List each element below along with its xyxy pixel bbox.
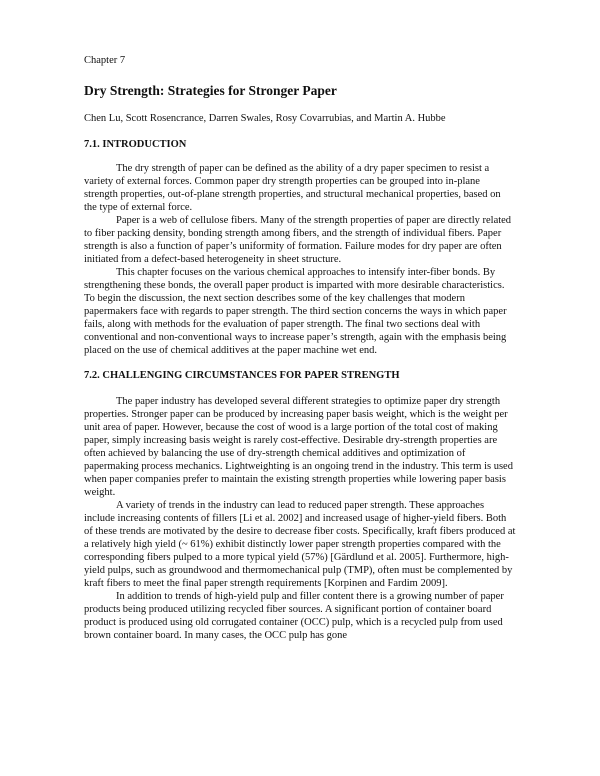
chapter-title: Dry Strength: Strategies for Stronger Paper [84,83,337,98]
section-heading-introduction: 7.1. INTRODUCTION [84,139,187,150]
body-paragraph: This chapter focuses on the various chemical approaches to intensify inter-fiber bonds. By strengthening these bonds, the overall paper product is imparted with more desirable characteristics. To begin the discussion, the next section describes some of the key challenges that modern papermakers face with regards to paper strength. The third section concerns the ways in which paper fails, along with methods for the evaluation of paper strength. The final two sections deal with conventional and non-conventional ways to increase paper’s strength, again with the emphasis being placed on the use of chemical additives at the paper machine wet end. [84,267,507,356]
body-paragraph: Paper is a web of cellulose fibers. Many of the strength properties of paper are directly related to fiber packing density, bonding strength among fibers, and the strength of individual fibers. Paper strength is also a function of paper’s uniformity of formation. Failure modes for dry paper are often initiated from a defect-based heterogeneity in sheet structure. [84,215,512,265]
chapter-label: Chapter 7 [84,55,126,66]
document-page [84,54,516,642]
body-paragraph: The paper industry has developed several different strategies to optimize paper dry strength properties. Stronger paper can be produced by increasing paper basis weight, which is the weight per unit area of paper. However, because the cost of wood is a large portion of the total cost of making paper, simply increasing basis weight is rarely cost-effective. Desirable dry-strength properties are often achieved by balancing the use of dry-strength chemical additives and optimization of papermaking process mechanics. Lightweighting is an ongoing trend in the industry. This term is used when paper companies prefer to maintain the existing strength properties while lowering paper basis weight. [84,396,513,498]
section-heading-challenging-circumstances: 7.2. CHALLENGING CIRCUMSTANCES FOR PAPER STRENGTH [84,370,400,381]
body-paragraph: The dry strength of paper can be defined as the ability of a dry paper specimen to resist a variety of external forces. Common paper dry strength properties can be grouped into in-plane strength properties, out-of-plane strength properties, and structural mechanical properties, based on the type of external force. [84,163,501,213]
body-paragraph: In addition to trends of high-yield pulp and filler content there is a growing number of paper products being produced utilizing recycled fiber sources. A significant portion of container board product is produced using old corrugated container (OCC) pulp, which is a recycled pulp from used brown container board. In many cases, the OCC pulp has gone [84,591,504,641]
body-paragraph: A variety of trends in the industry can lead to reduced paper strength. These approaches include increasing contents of fillers [Li et al. 2002] and increased usage of higher-yield fibers. Both of these trends are motivated by the desire to decrease fiber costs. Specifically, kraft fibers produced at a relatively high yield (~ 61%) exhibit distinctly lower paper strength properties compared with the corresponding fibers pulped to a more typical yield (57%) [Gärdlund et al. 2005]. Furthermore, high-yield pulps, such as groundwood and thermomechanical pulp (TMP), often must be complemented by kraft fibers to meet the final paper strength requirements [Korpinen and Fardim 2009]. [84,500,516,589]
author-list: Chen Lu, Scott Rosencrance, Darren Swales, Rosy Covarrubias, and Martin A. Hubbe [84,113,446,124]
